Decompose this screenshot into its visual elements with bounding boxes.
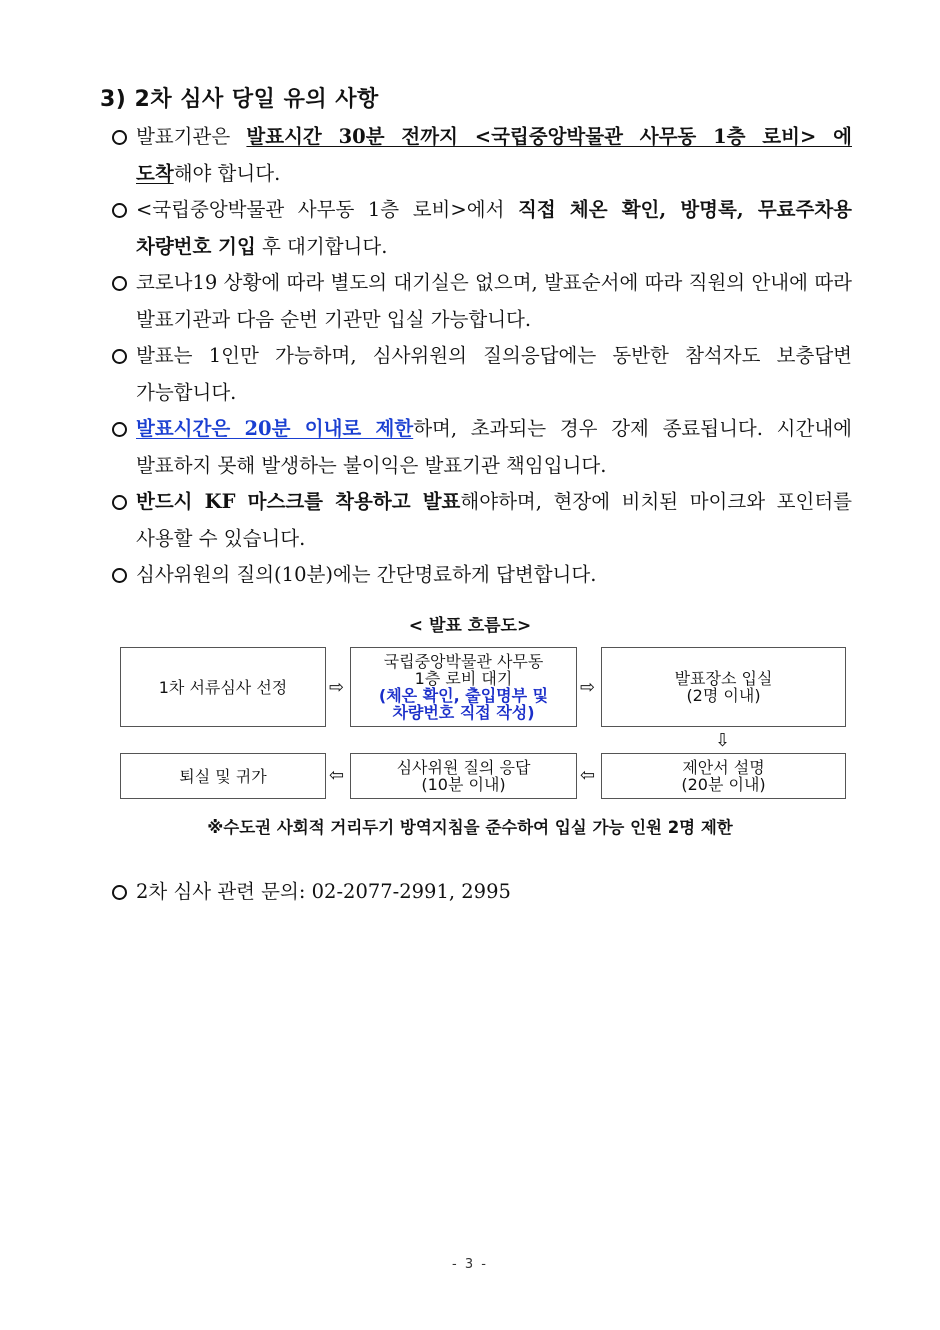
list-item: [112, 192, 852, 265]
flow-box-label: 1차 서류심사 선정: [158, 677, 288, 697]
bullet-list: [112, 119, 852, 594]
flow-box-emphasis: (체온 확인, 출입명부 및: [378, 686, 549, 705]
item-emphasis: 발표시간은 20분 이내로 제한: [136, 417, 414, 440]
flow-box-qna: [350, 753, 577, 799]
arrow-left-icon: ⇦: [329, 765, 345, 786]
item-text: 발표는 1인만 가능하며, 심사위원의 질의응답에는 동반한 참석자도 보충답변 가능합니다.: [136, 344, 852, 404]
flow-box-label: 퇴실 및 귀가: [179, 766, 267, 786]
item-text: <국립중앙박물관 사무동 1층 로비>에서: [136, 198, 518, 221]
circle-bullet-icon: [112, 568, 127, 583]
flow-box-lobby-wait: [350, 647, 577, 727]
circle-bullet-icon: [112, 276, 127, 291]
arrow-down-icon: ⇩: [715, 730, 731, 751]
contact-item: [112, 874, 852, 911]
flow-box-selection: [120, 647, 326, 727]
arrow-right-icon: ⇨: [329, 677, 345, 698]
flow-box-proposal: [601, 753, 846, 799]
list-item: [112, 484, 852, 557]
arrow-left-icon: ⇦: [580, 765, 596, 786]
item-emphasis: 반드시 KF 마스크를 착용하고 발표: [136, 490, 461, 513]
item-text: 후 대기합니다.: [255, 234, 388, 258]
page-number: - 3 -: [452, 1257, 488, 1272]
flow-box-label: 제안서 설명: [682, 758, 765, 777]
list-item: [112, 411, 852, 484]
item-emphasis: 직접 체온 확인, 방명록, 무료주차용 차량번호 기입: [136, 198, 853, 258]
list-item: [112, 119, 852, 192]
flow-box-enter: [601, 647, 846, 727]
flow-title: < 발표 흐름도>: [408, 616, 532, 636]
flow-box-label: (2명 이내): [686, 686, 761, 705]
flow-box-label: 1층 로비 대기: [414, 669, 513, 688]
list-item: [112, 265, 852, 338]
circle-bullet-icon: [112, 203, 127, 218]
item-text: 2차 심사 관련 문의: 02-2077-2991, 2995: [136, 880, 511, 903]
circle-bullet-icon: [112, 422, 127, 437]
flow-box-label: (10분 이내): [421, 775, 506, 794]
list-item: [112, 557, 852, 594]
circle-bullet-icon: [112, 885, 127, 900]
flow-box-label: 국립중앙박물관 사무동: [383, 652, 544, 671]
item-emphasis: 발표시간 30분 전까지 <국립중앙박물관 사무동 1층 로비> 에 도착: [136, 125, 852, 185]
flow-box-label: 발표장소 입실: [674, 669, 773, 688]
list-item: [112, 874, 852, 911]
item-text: 발표기관은: [136, 125, 247, 148]
item-text: 심사위원의 질의(10분)에는 간단명료하게 답변합니다.: [136, 563, 597, 586]
list-item: [112, 338, 852, 411]
item-text: 해야하며, 현장에 비치된 마이크와 포인터를 사용할 수 있습니다.: [136, 490, 852, 550]
item-text: 코로나19 상황에 따라 별도의 대기실은 없으며, 발표순서에 따라 직원의 안내에 따라 발표기관과 다음 순번 기관만 입실 가능합니다.: [136, 271, 852, 331]
flow-box-exit: [120, 753, 326, 799]
flow-box-label: (20분 이내): [681, 775, 766, 794]
item-text: 하며, 초과되는 경우 강제 종료됩니다. 시간내에 발표하지 못해 발생하는 불이익은 발표기관 책임입니다.: [136, 417, 853, 477]
item-text: 해야 합니다.: [173, 161, 281, 185]
circle-bullet-icon: [112, 349, 127, 364]
arrow-right-icon: ⇨: [580, 677, 596, 698]
circle-bullet-icon: [112, 130, 127, 145]
flow-box-emphasis: 차량번호 직접 작성): [392, 703, 535, 722]
flow-box-label: 심사위원 질의 응답: [396, 758, 531, 777]
section-heading: 3) 2차 심사 당일 유의 사항: [100, 87, 379, 112]
notice-text: ※수도권 사회적 거리두기 방역지침을 준수하여 입실 가능 인원 2명 제한: [207, 818, 733, 837]
circle-bullet-icon: [112, 495, 127, 510]
